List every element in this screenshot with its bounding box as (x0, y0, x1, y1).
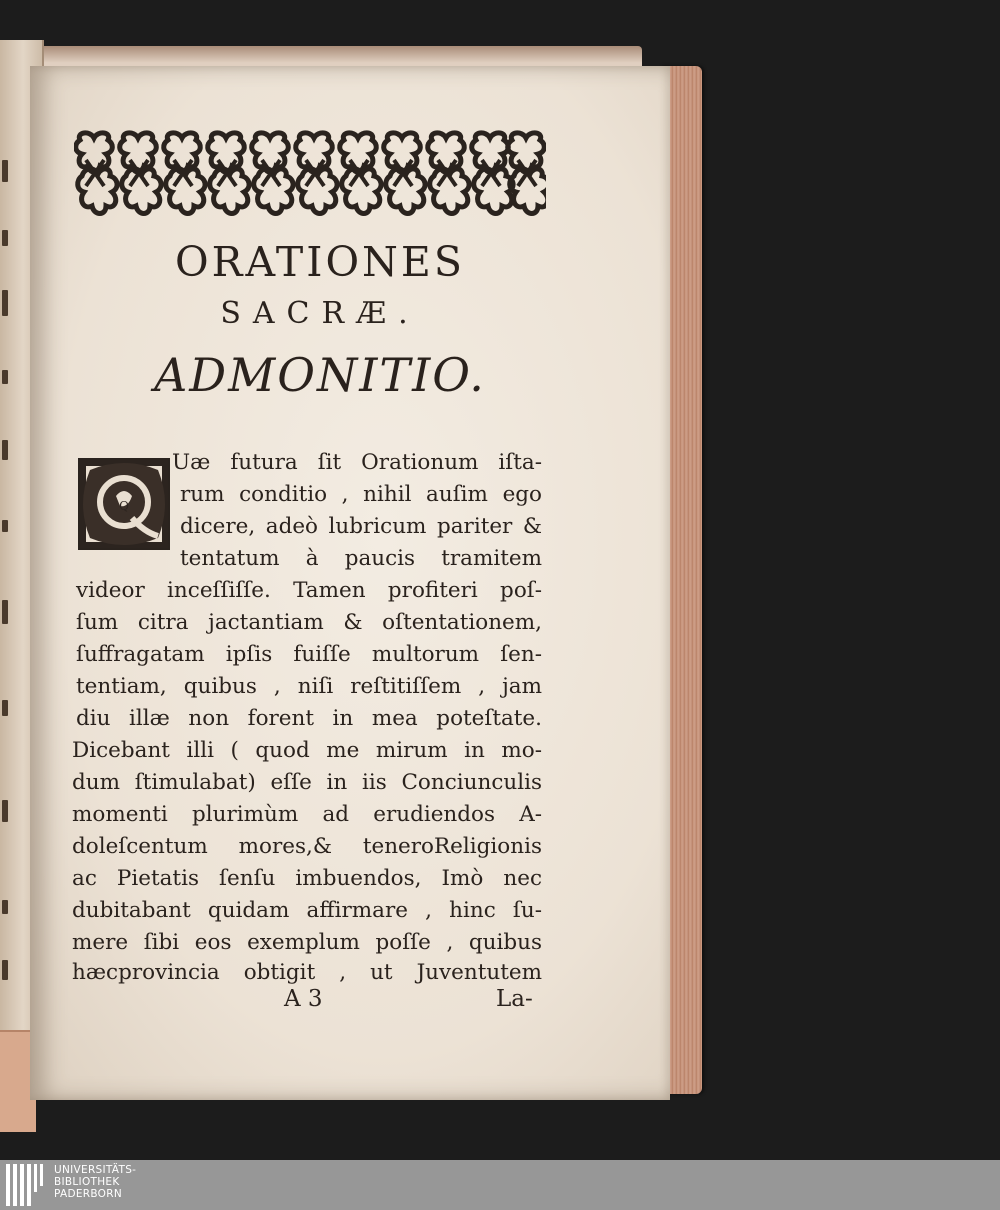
text-line: ſum citra jactantiam & oſtentationem, (76, 610, 542, 635)
library-name-line3: PADERBORN (54, 1188, 122, 1200)
section-heading: ADMONITIO. (154, 348, 486, 402)
signature-mark: A 3 (284, 986, 323, 1012)
text-line: hæcprovincia obtigit , ut Juventutem (72, 960, 542, 985)
spine-marks (2, 140, 12, 1000)
text-line: dubitabant quidam affirmare , hinc ſu- (72, 898, 542, 923)
text-line: ac Pietatis ſenſu imbuendos, Imò nec (72, 866, 542, 891)
text-line: tentatum à paucis tramitem (180, 546, 542, 571)
text-line: rum conditio , nihil auſim ego (180, 482, 542, 507)
text-line: Dicebant illi ( quod me mirum in mo- (72, 738, 542, 763)
library-logo-icon (6, 1164, 46, 1206)
dropcap-letter: Q (119, 499, 129, 513)
text-line: dum ſtimulabat) eſſe in iis Conciunculis (72, 770, 542, 795)
text-line: ſuffragatam ipſis fuiſſe multorum ſen- (76, 642, 542, 667)
text-line: diu illæ non forent in mea poteſtate. (76, 706, 542, 731)
library-name-line2: BIBLIOTHEK (54, 1176, 120, 1188)
text-line: dicere, adeò lubricum pariter & (180, 514, 542, 539)
text-line: momenti plurimùm ad erudiendos A- (72, 802, 542, 827)
text-line: Uæ futura ſit Orationum iſta- (172, 450, 542, 475)
text-line: tentiam, quibus , niſi reſtitiſſem , jam (76, 674, 542, 699)
ornamental-headpiece (74, 128, 546, 220)
text-line: mere ſibi eos exemplum poſſe , quibus (72, 930, 542, 955)
text-line: videor inceſſiſſe. Tamen profiteri poſ- (76, 578, 542, 603)
library-footer (0, 1160, 1000, 1210)
page-title: ORATIONES (175, 238, 465, 286)
catchword: La- (496, 986, 533, 1012)
decorated-initial (78, 458, 170, 550)
page-subtitle: SACRÆ. (220, 296, 420, 331)
library-name (54, 1164, 136, 1200)
library-name-line1: UNIVERSITÄTS- (54, 1164, 137, 1176)
text-line: doleſcentum mores,& teneroReligionis (72, 834, 542, 859)
